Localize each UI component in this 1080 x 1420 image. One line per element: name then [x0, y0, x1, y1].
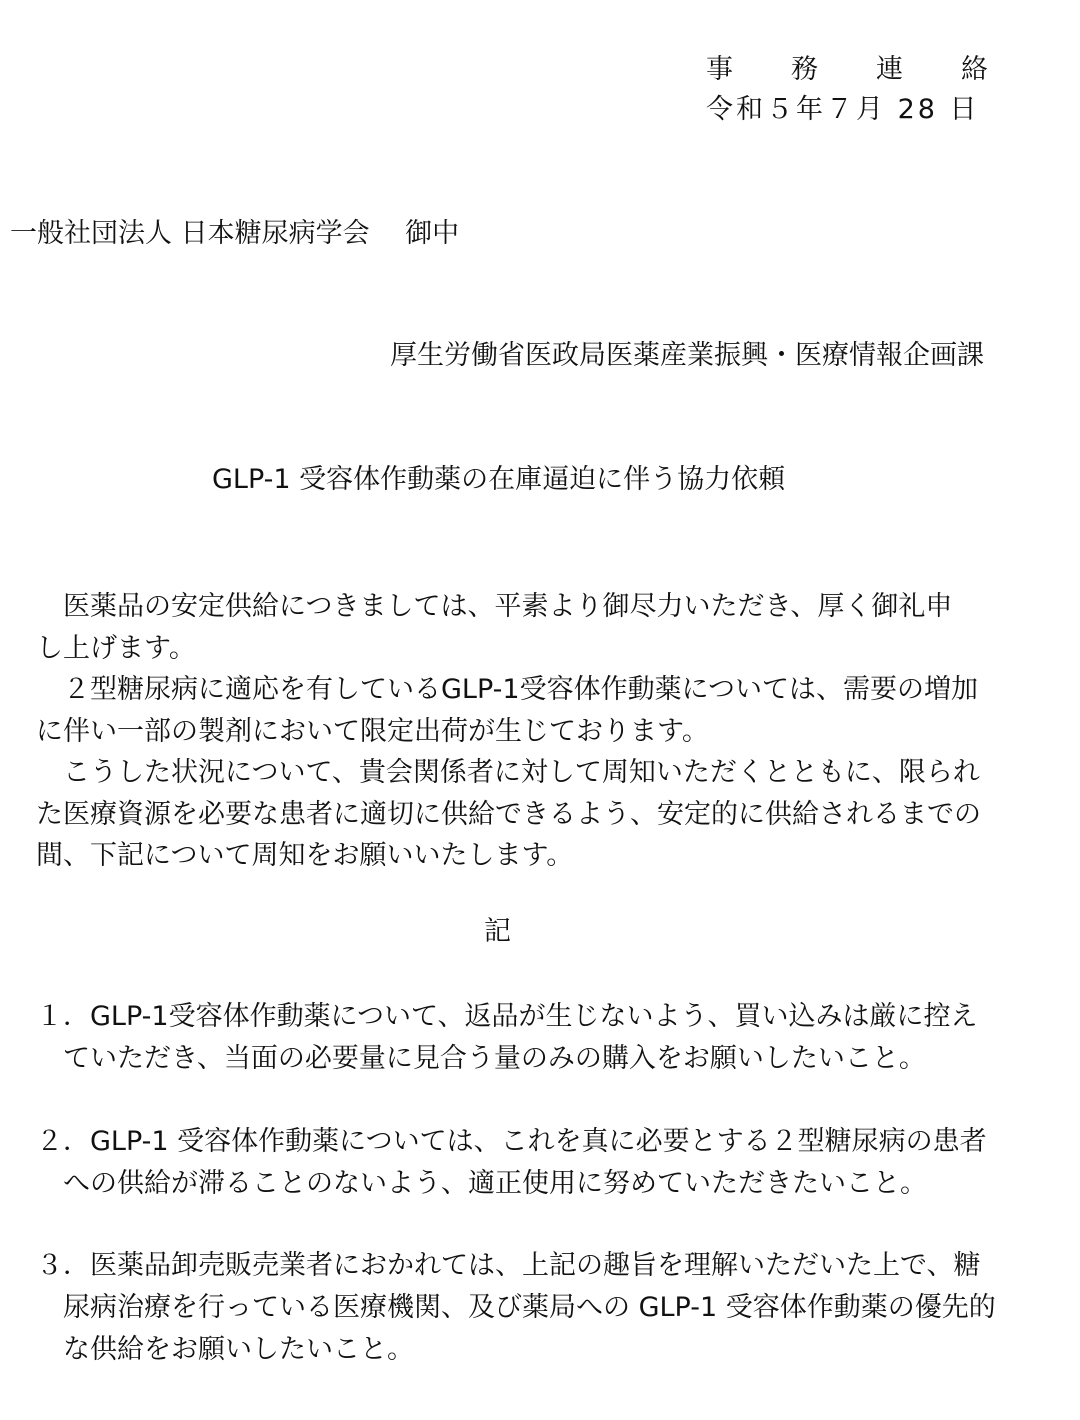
list-item-line: な供給をお願いしたいこと。 [36, 1334, 414, 1365]
body-line: こうした状況について、貴会関係者に対して周知いただくとともに、限られ [36, 757, 980, 788]
notice-type [706, 52, 988, 88]
body-line: し上げます。 [36, 632, 196, 664]
list-item-line: への供給が滞ることのないよう、適正使用に努めていただきたいこと。 [36, 1168, 927, 1199]
document-title: GLP-1 受容体作動薬の在庫逼迫に伴う協力依頼 [212, 464, 786, 495]
list-item-line: ２．GLP-1 受容体作動薬については、これを真に必要とする２型糖尿病の患者 [36, 1126, 987, 1157]
list-item-line: 尿病治療を行っている医療機関、及び薬局への GLP-1 受容体作動薬の優先的 [36, 1292, 996, 1323]
notice-type-char: 連 [876, 54, 903, 85]
body-line: 医薬品の安定供給につきましては、平素より御尽力いただき、厚く御礼申 [36, 591, 953, 622]
list-item-line: ていただき、当面の必要量に見合う量のみの購入をお願いしたいこと。 [36, 1043, 926, 1074]
list-item [36, 996, 996, 1080]
list-item-line: １．GLP-1受容体作動薬について、返品が生じないよう、買い込みは厳に控え [36, 1001, 978, 1032]
body-line: た医療資源を必要な患者に適切に供給できるよう、安定的に供給されるまでの [36, 798, 981, 830]
body-line: ２型糖尿病に適応を有しているGLP-1受容体作動薬については、需要の増加 [36, 674, 979, 705]
body-text [36, 586, 996, 877]
ki-heading: 記 [484, 916, 511, 947]
notice-type-char: 務 [791, 54, 818, 85]
body-line: 間、下記について周知をお願いいたします。 [36, 840, 574, 871]
sender: 厚生労働省医政局医薬産業振興・医療情報企画課 [390, 340, 984, 371]
addressee: 一般社団法人 日本糖尿病学会 御中 [10, 218, 460, 249]
document-date: 令和５年７月 28 日 [706, 94, 980, 125]
notice-type-char: 事 [706, 54, 733, 85]
list-item [36, 1245, 996, 1371]
list-item-line: ３．医薬品卸売販売業者におかれては、上記の趣旨を理解いただいた上で、糖 [36, 1250, 981, 1281]
list-item [36, 1121, 996, 1205]
notice-type-char: 絡 [961, 54, 988, 85]
body-line: に伴い一部の製剤において限定出荷が生じております。 [36, 715, 709, 747]
